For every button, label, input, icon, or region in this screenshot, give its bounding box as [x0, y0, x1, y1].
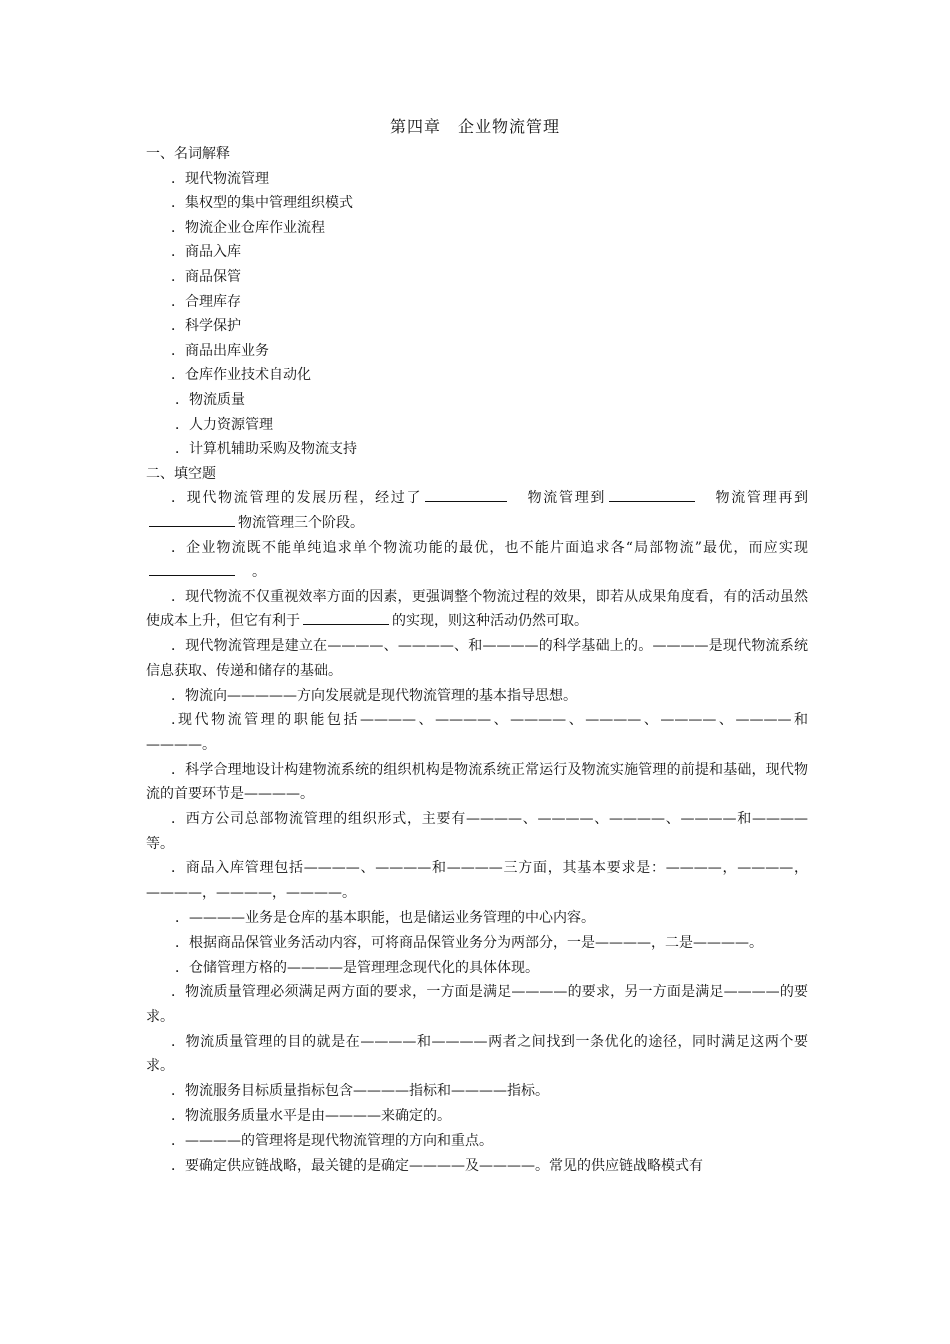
term-item: ．现代物流管理: [171, 170, 269, 187]
question-text: 的实现，则这种活动仍然可取。: [392, 613, 588, 630]
term-item: ．人力资源管理: [175, 416, 273, 433]
answer-blank: [149, 512, 235, 527]
question-13: ．物流质量管理必须满足两方面的要求，一方面是满足————的要求，另一方面是满足————的要求。: [146, 984, 808, 1025]
term-item: ．科学保护: [171, 318, 241, 335]
question-8: ．西方公司总部物流管理的组织形式，主要有————、————、————、————和————等。: [146, 811, 808, 852]
question-5: ．物流向—————方向发展就是现代物流管理的基本指导思想。: [171, 687, 577, 704]
question-12: ．仓储管理方格的————是管理理念现代化的具体体现。: [175, 959, 539, 976]
term-item: ．合理库存: [171, 293, 241, 310]
answer-blank: [609, 487, 695, 502]
term-item: ．仓库作业技术自动化: [171, 367, 311, 384]
section-heading-fill-in: 二、填空题: [146, 465, 216, 482]
question-17: ．————的管理将是现代物流管理的方向和重点。: [171, 1132, 493, 1149]
question-7: ．科学合理地设计构建物流系统的组织机构是物流系统正常运行及物流实施管理的前提和基础，现代物流的首要环节是————。: [146, 761, 808, 803]
question-text: 物流管理再到: [715, 490, 809, 507]
term-item: ．物流质量: [175, 391, 245, 408]
document-body: [146, 142, 808, 1178]
question-10: ．————业务是仓库的基本职能，也是储运业务管理的中心内容。: [175, 909, 595, 926]
term-item: ．计算机辅助采购及物流支持: [175, 441, 357, 458]
question-15: ．物流服务目标质量指标包含————指标和————指标。: [171, 1083, 549, 1100]
term-item: ．物流企业仓库作业流程: [171, 219, 325, 236]
question-3: [146, 585, 808, 634]
question-1: [146, 486, 808, 535]
question-text: ．现代物流管理的发展历程，经过了: [171, 490, 423, 507]
term-item: ．商品出库业务: [171, 342, 269, 359]
question-text: ．企业物流既不能单纯追求单个物流功能的最优，也不能片面追求各“局部物流”最优，而应实现: [171, 539, 808, 556]
question-16: ．物流服务质量水平是由————来确定的。: [171, 1107, 451, 1124]
answer-blank: [303, 610, 389, 625]
term-item: ．商品保管: [171, 268, 241, 285]
question-text: 物流管理三个阶段。: [238, 514, 364, 531]
question-text: 。: [252, 564, 266, 581]
answer-blank: [149, 561, 235, 576]
question-4: ．现代物流管理是建立在————、————、和————的科学基础上的。————是现代物流系统信息获取、传递和储存的基础。: [146, 638, 808, 679]
section-heading-terms: 一、名词解释: [146, 146, 230, 162]
chapter-title: 第四章 企业物流管理: [389, 117, 560, 136]
question-2: [146, 536, 808, 585]
term-item: ．集权型的集中管理组织模式: [171, 195, 353, 212]
question-9: ．商品入库管理包括————、————和————三方面，其基本要求是：————，————，————，————，————。: [146, 860, 808, 901]
question-text: 物流管理到: [527, 490, 607, 507]
question-18: ．要确定供应链战略，最关键的是确定————及————。常见的供应链战略模式有: [171, 1157, 703, 1174]
answer-blank: [425, 487, 507, 502]
term-item: ．商品入库: [171, 244, 241, 261]
question-6: .现代物流管理的职能包括————、————、————、————、————、————和————。: [146, 712, 808, 753]
question-14: ．物流质量管理的目的就是在————和————两者之间找到一条优化的途径，同时满足这两个要求。: [146, 1033, 808, 1075]
question-11: ．根据商品保管业务活动内容，可将商品保管业务分为两部分，一是————，二是————。: [175, 934, 763, 951]
question-text: ．现代物流不仅重视效率方面的因素，更强调整个物流过程的效果，即若从成果角度看，有的活动虽然使成本上升，但它有利于: [146, 588, 808, 630]
